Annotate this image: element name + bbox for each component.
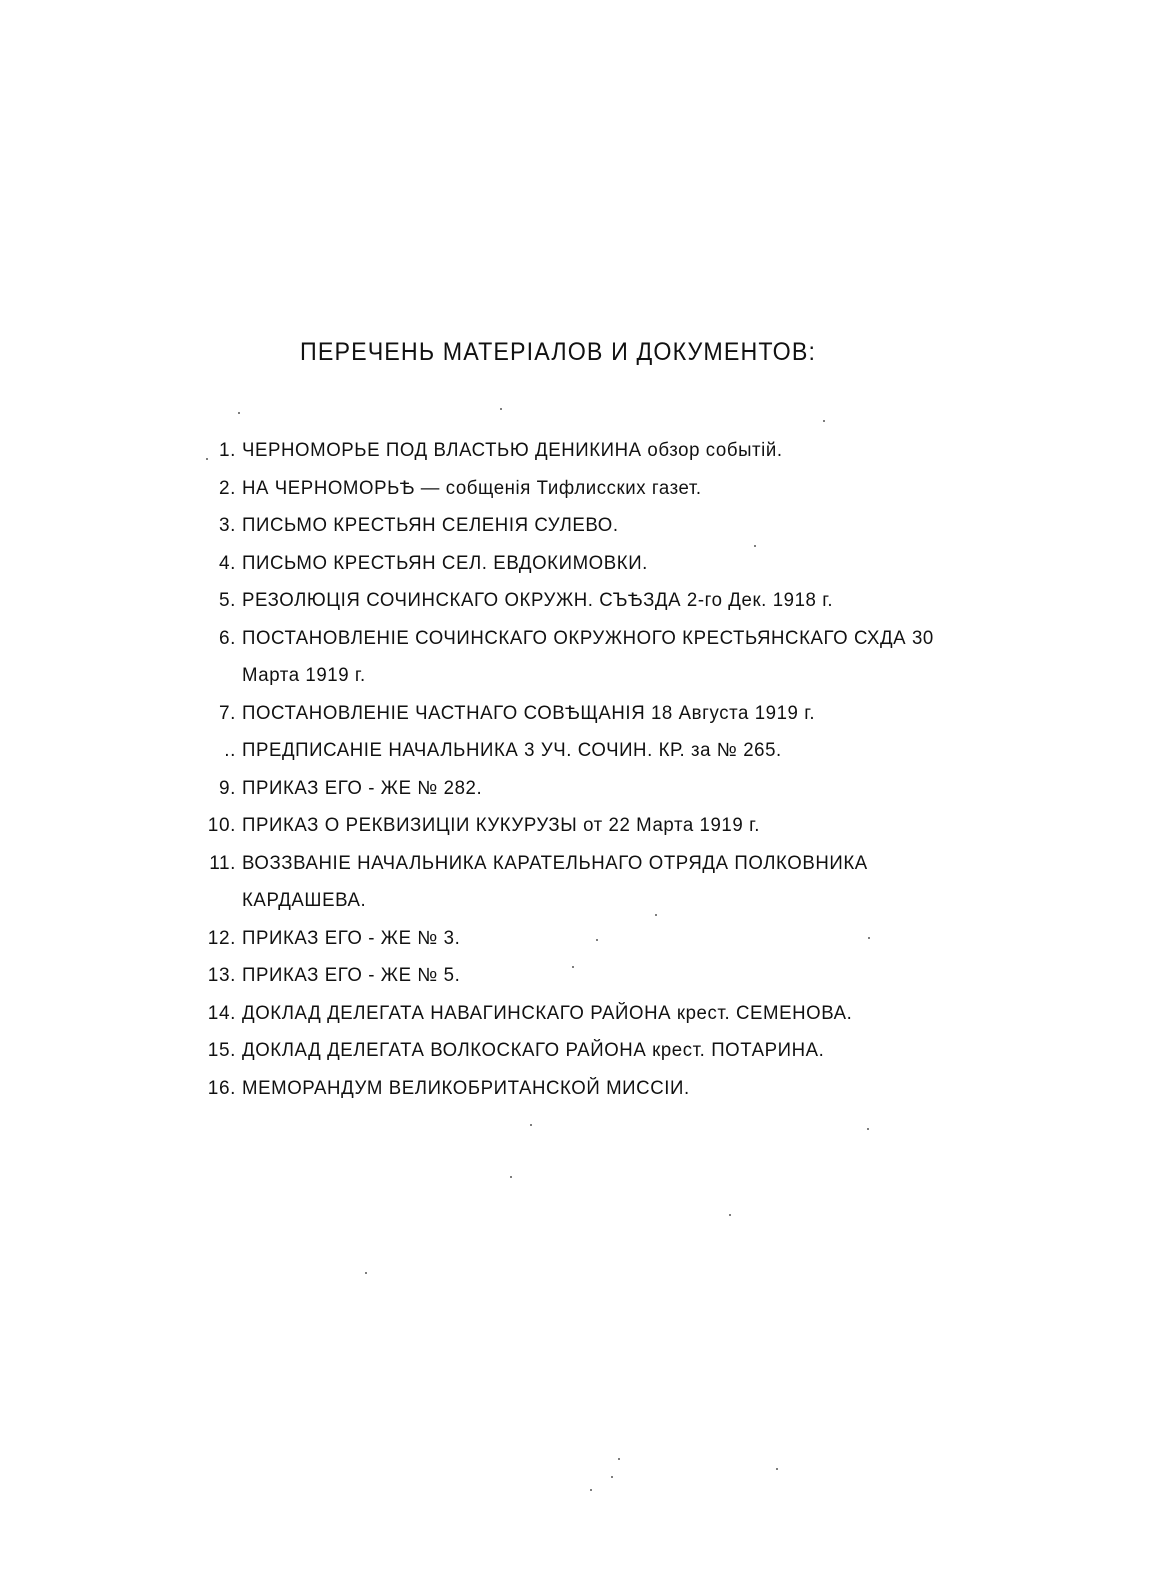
item-number: 9.: [218, 777, 236, 799]
item-text: ПОСТАНОВЛЕНІЕ СОЧИНСКАГО ОКРУЖНОГО КРЕСТЬЯНСКАГО СХДА 30 Марта 1919 г.: [242, 627, 934, 686]
item-text: ВОЗЗВАНІЕ НАЧАЛЬНИКА КАРАТЕЛЬНАГО ОТРЯДА ПОЛКОВНИКА КАРДАШЕВА.: [242, 852, 868, 911]
list-item: [200, 845, 990, 920]
list-item: [200, 770, 990, 808]
scan-speck: [365, 1272, 367, 1274]
scan-speck: [776, 1468, 778, 1470]
scan-speck: [590, 1489, 592, 1491]
list-item: [200, 995, 990, 1033]
item-text: ПОСТАНОВЛЕНІЕ ЧАСТНАГО СОВѢЩАНІЯ 18 Августа 1919 г.: [242, 702, 816, 724]
list-item: [200, 1070, 990, 1108]
item-number: 6.: [218, 627, 236, 649]
list-item: [200, 957, 990, 995]
item-text: МЕМОРАНДУМ ВЕЛИКОБРИТАНСКОЙ МИССІИ.: [242, 1077, 690, 1099]
page-title: ПЕРЕЧЕНЬ МАТЕРІАЛОВ И ДОКУМЕНТОВ:: [300, 338, 817, 366]
scan-speck: [572, 966, 574, 968]
item-number: 13.: [207, 965, 236, 986]
scan-speck: [510, 1176, 512, 1178]
item-text: ПРИКАЗ ЕГО - ЖЕ № 5.: [242, 965, 461, 986]
scan-speck: [618, 1458, 620, 1460]
scan-speck: [500, 408, 502, 410]
item-text: ПРЕДПИСАНІЕ НАЧАЛЬНИКА 3 УЧ. СОЧИН. КР. за № 265.: [242, 740, 782, 761]
scan-speck: [530, 1124, 532, 1126]
item-number: 5.: [218, 590, 236, 611]
item-text: ПРИКАЗ О РЕКВИЗИЦІИ КУКУРУЗЫ от 22 Марта 1919 г.: [242, 815, 760, 836]
materials-list: [200, 432, 990, 1107]
list-item: [200, 920, 990, 958]
item-number: 11.: [209, 852, 236, 874]
item-number: 16.: [207, 1077, 236, 1099]
list-item: [200, 507, 990, 545]
scan-speck: [823, 420, 825, 422]
scan-speck: [206, 458, 208, 460]
scan-speck: [729, 1214, 731, 1216]
item-number: 10.: [207, 815, 236, 836]
scan-speck: [238, 412, 240, 414]
scan-speck: [754, 545, 756, 547]
item-text: ПИСЬМО КРЕСТЬЯН СЕЛ. ЕВДОКИМОВКИ.: [242, 552, 648, 574]
item-text: ПРИКАЗ ЕГО - ЖЕ № 282.: [242, 777, 483, 799]
item-number: 7.: [218, 702, 236, 724]
list-item: [200, 432, 990, 470]
item-number: ..: [224, 740, 236, 761]
item-text: ДОКЛАД ДЕЛЕГАТА НАВАГИНСКАГО РАЙОНА крест. СЕМЕНОВА.: [242, 1002, 853, 1024]
item-text: ЧЕРНОМОРЬЕ ПОД ВЛАСТЬЮ ДЕНИКИНА обзор событій.: [242, 440, 783, 461]
item-number: 2.: [218, 477, 236, 499]
item-number: 14.: [207, 1002, 236, 1024]
item-number: 1.: [218, 440, 236, 461]
list-item: [200, 470, 990, 508]
item-text: ДОКЛАД ДЕЛЕГАТА ВОЛКОСКАГО РАЙОНА крест. ПОТАРИНА.: [242, 1040, 825, 1061]
item-number: 4.: [218, 552, 236, 574]
item-number: 15.: [207, 1040, 236, 1061]
item-text: НА ЧЕРНОМОРЬѢ — собщенія Тифлисских газет.: [242, 477, 702, 499]
scan-speck: [655, 914, 657, 916]
list-item: [200, 545, 990, 583]
list-item: [200, 1032, 990, 1070]
list-item: [200, 695, 990, 733]
item-number: 12.: [207, 927, 236, 949]
item-text: ПРИКАЗ ЕГО - ЖЕ № 3.: [242, 927, 461, 949]
item-text: ПИСЬМО КРЕСТЬЯН СЕЛЕНІЯ СУЛЕВО.: [242, 515, 619, 536]
item-text: РЕЗОЛЮЦІЯ СОЧИНСКАГО ОКРУЖН. СЪѢЗДА 2-го Дек. 1918 г.: [242, 590, 834, 611]
scan-speck: [867, 1128, 869, 1130]
list-item: [200, 807, 990, 845]
scan-speck: [596, 939, 598, 941]
scan-speck: [611, 1476, 613, 1478]
item-number: 3.: [218, 515, 236, 536]
list-item: [200, 582, 990, 620]
scan-speck: [868, 937, 870, 939]
list-item: [200, 620, 990, 695]
list-item: [200, 732, 990, 770]
